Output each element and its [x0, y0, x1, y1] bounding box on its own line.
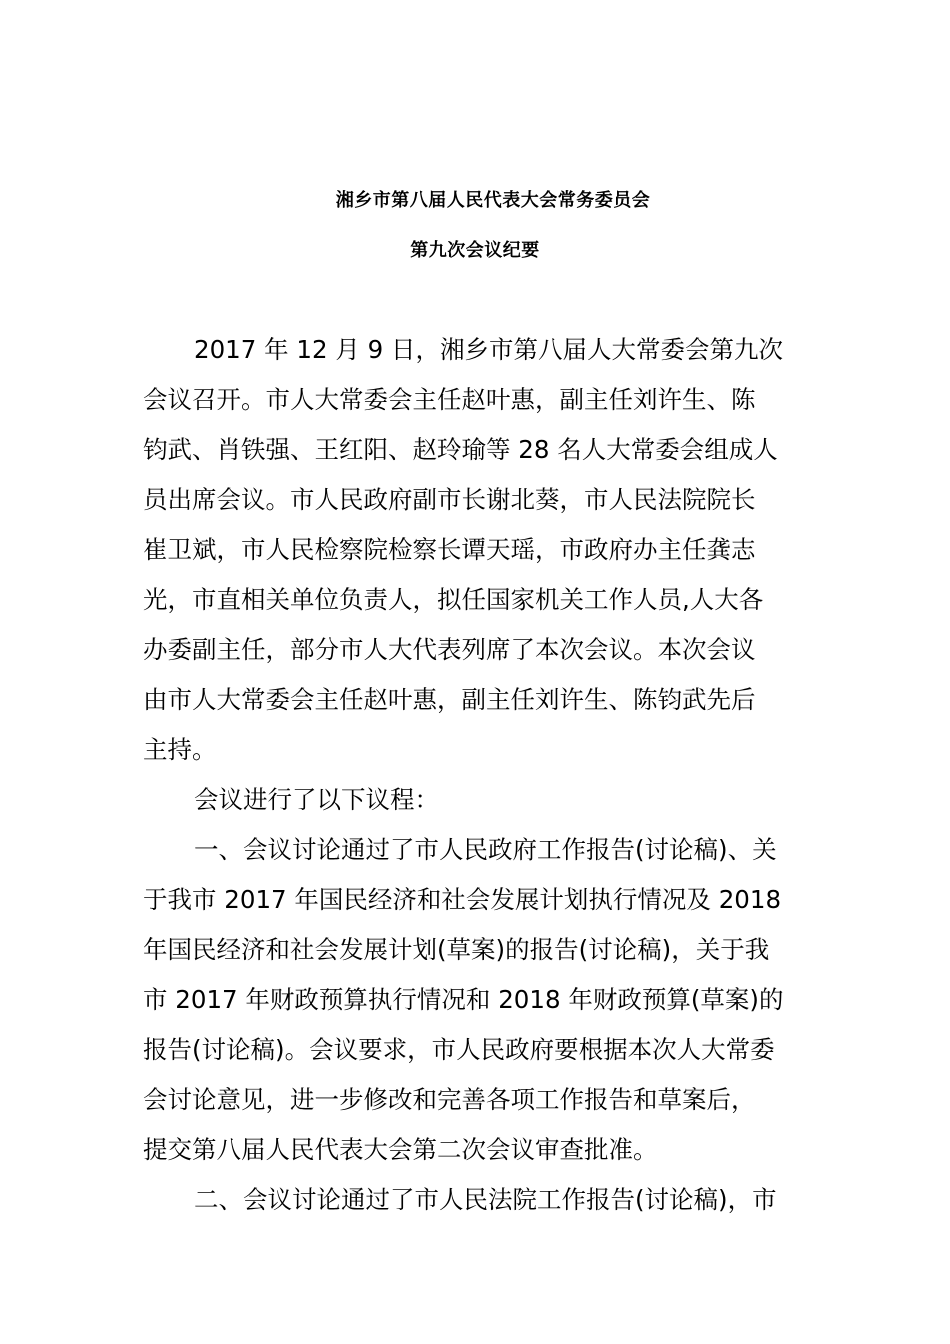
paragraph-line: 办委副主任，部分市人大代表列席了本次会议。本次会议 — [143, 635, 756, 664]
paragraph-line: 员出席会议。市人民政府副市长谢北葵，市人民法院院长 — [143, 485, 756, 514]
document-title-line-1: 湘乡市第八届人民代表大会常务委员会 — [335, 190, 651, 211]
paragraph-line: 二、会议讨论通过了市人民法院工作报告(讨论稿)，市 — [194, 1185, 777, 1214]
document-title-line-2: 第九次会议纪要 — [410, 240, 540, 261]
paragraph-line: 于我市 2017 年国民经济和社会发展计划执行情况及 2018 — [143, 885, 782, 914]
paragraph-line: 会讨论意见，进一步修改和完善各项工作报告和草案后， — [143, 1085, 756, 1114]
paragraph-line: 会议召开。市人大常委会主任赵叶惠，副主任刘许生、陈 — [143, 385, 756, 414]
paragraph-line: 年国民经济和社会发展计划(草案)的报告(讨论稿)，关于我 — [143, 935, 770, 964]
paragraph-line: 2017 年 12 月 9 日，湘乡市第八届人大常委会第九次 — [194, 335, 784, 364]
paragraph-line: 光，市直相关单位负责人，拟任国家机关工作人员,人大各 — [143, 585, 764, 614]
paragraph-line: 报告(讨论稿)。会议要求，市人民政府要根据本次人大常委 — [143, 1035, 775, 1064]
paragraph-line: 崔卫斌，市人民检察院检察长谭天瑶，市政府办主任龚志 — [143, 535, 756, 564]
paragraph-line: 主持。 — [143, 735, 217, 764]
paragraph-line: 提交第八届人民代表大会第二次会议审查批准。 — [143, 1135, 658, 1164]
paragraph-line: 钧武、肖铁强、王红阳、赵玲瑜等 28 名人大常委会组成人 — [143, 435, 778, 464]
paragraph-line: 会议进行了以下议程： — [194, 785, 439, 814]
paragraph-line: 市 2017 年财政预算执行情况和 2018 年财政预算(草案)的 — [143, 985, 784, 1014]
paragraph-line: 由市人大常委会主任赵叶惠，副主任刘许生、陈钧武先后 — [143, 685, 756, 714]
paragraph-line: 一、会议讨论通过了市人民政府工作报告(讨论稿)、关 — [194, 835, 777, 864]
